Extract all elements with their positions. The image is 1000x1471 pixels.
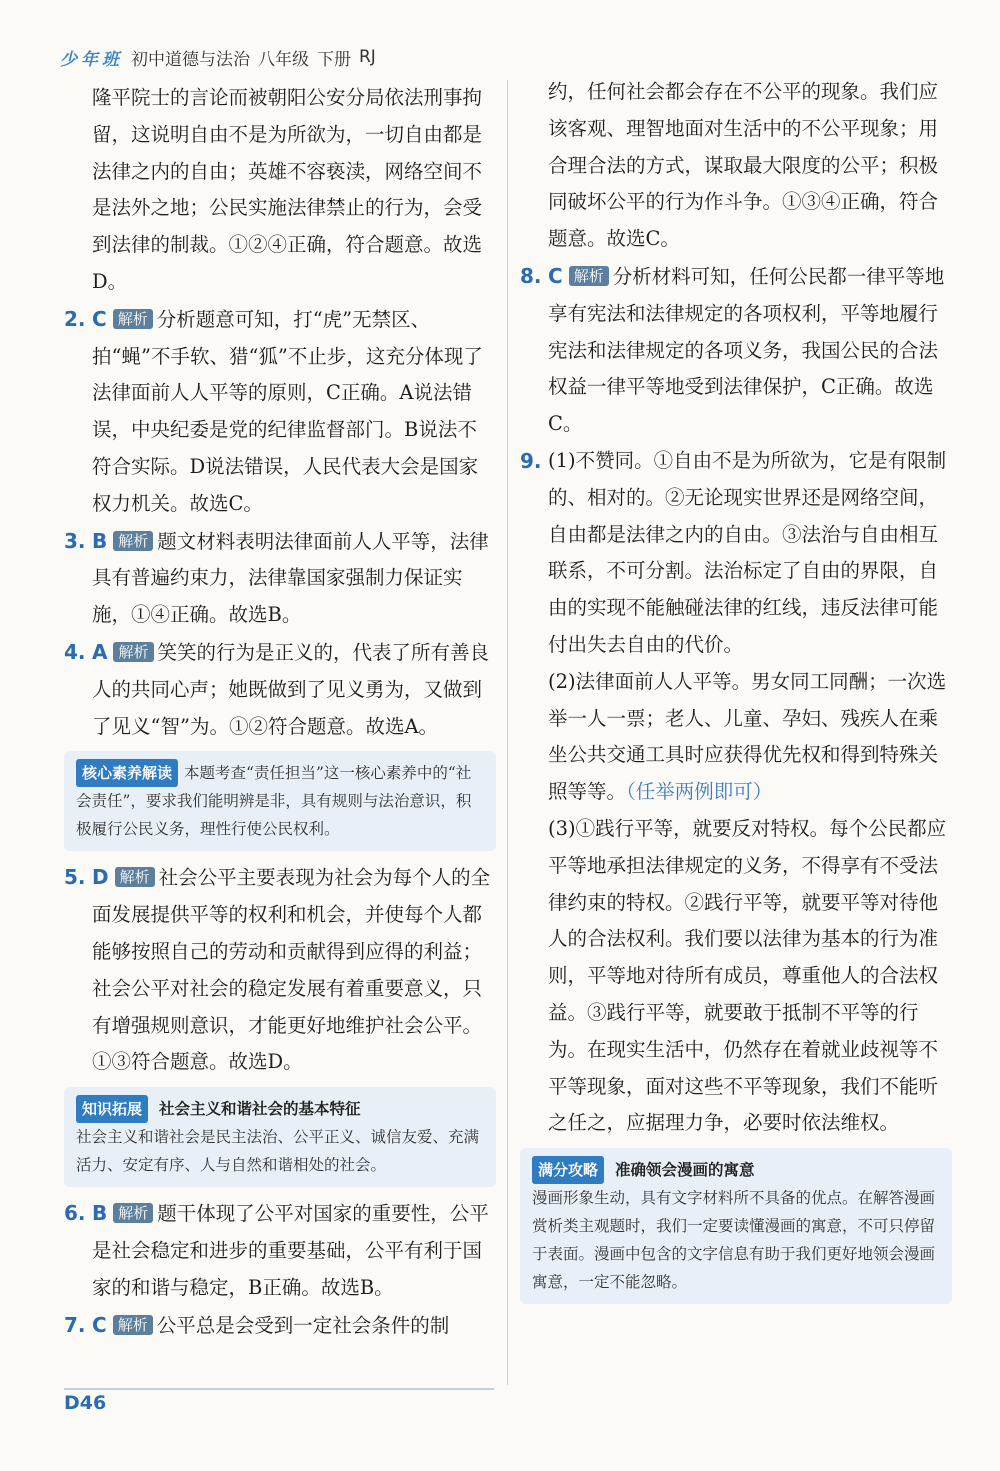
box-heading: 知识拓展 xyxy=(76,1095,148,1123)
box-heading: 核心素养解读 xyxy=(76,759,178,787)
answer-continuation: 约，任何社会都会存在不公平的现象。我们应该客观、理智地面对生活中的不公平现象；用合理合法的方式，谋取最大限度的公平；积极同破坏公平的行为作斗争。①③④正确，符合题意。故选C。 xyxy=(548,80,939,251)
brand-logo: 少年班 xyxy=(60,49,123,70)
box-heading: 满分攻略 xyxy=(532,1156,604,1184)
answer-5 xyxy=(64,859,496,1081)
analysis-tag: 解析 xyxy=(113,309,153,329)
answer-note: （任举两例即可） xyxy=(626,780,773,804)
header-subject: 初中道德与法治 xyxy=(131,49,250,70)
analysis-tag: 解析 xyxy=(113,531,153,551)
box-title: 社会主义和谐社会的基本特征 xyxy=(158,1100,361,1119)
answer-7 xyxy=(64,1307,496,1345)
analysis-tag: 解析 xyxy=(569,266,609,286)
knowledge-extension-box xyxy=(64,1087,496,1187)
answer-3 xyxy=(64,523,496,634)
answer-text: 分析材料可知，任何公民都一律平等地享有宪法和法律规定的各项权利，平等地履行宪法和法律规定的各项义务，我国公民的合法权益一律平等地受到法律保护，C正确。故选C。 xyxy=(548,264,945,436)
answer-number: 3. xyxy=(64,528,86,553)
answer-4 xyxy=(64,634,496,745)
answer-choice: A xyxy=(92,639,108,664)
analysis-tag: 解析 xyxy=(113,642,153,662)
left-column xyxy=(64,80,496,1344)
box-title: 准确领会漫画的寓意 xyxy=(614,1161,755,1180)
answer-part-2-text: (2)法律面前人人平等。男女同工同酬；一次选举一人一票；老人、儿童、孕妇、残疾人在乘坐公共交通工具时应获得优先权和得到特殊关照等等。 xyxy=(548,669,947,804)
analysis-tag: 解析 xyxy=(113,1203,153,1223)
header-term: 下册 xyxy=(317,49,351,70)
answer-choice: C xyxy=(92,306,107,331)
answer-part-1: (1)不赞同。①自由不是为所欲为，它是有限制的、相对的。②无论现实世界还是网络空间，自由都是法律之内的自由。③法治与自由相互联系，不可分割。法治标定了自由的界限，自由的实现不能触碰法律的红线，违反法律可能付出失去自由的代价。 xyxy=(548,448,947,656)
answer-choice: D xyxy=(92,865,109,890)
header-grade: 八年级 xyxy=(258,49,309,70)
answer-part-3: (3)①践行平等，就要反对特权。每个公民都应平等地承担法律规定的义务，不得享有不受法律约束的特权。②践行平等，就要平等对待他人的合法权利。我们要以法律为基本的行为准则，平等地对待所有成员，尊重他人的合法权益。③践行平等，就要敢于抵制不平等的行为。在现实生活中，仍然存在着就业歧视等不平等现象，面对这些不平等现象，我们不能听之任之，应据理力争，必要时依法维权。 xyxy=(548,816,947,1135)
answer-number: 7. xyxy=(64,1312,86,1337)
box-text: 社会主义和谐社会是民主法治、公平正义、诚信友爱、充满活力、安定有序、人与自然和谐相处的社会。 xyxy=(76,1128,480,1175)
answer-9 xyxy=(520,443,952,1142)
answer-number: 9. xyxy=(520,448,542,473)
answer-number: 4. xyxy=(64,639,86,664)
column-divider xyxy=(507,80,508,1385)
answer-text: 题干体现了公平对国家的重要性，公平是社会稳定和进步的重要基础，公平有利于国家的和谐与稳定，B正确。故选B。 xyxy=(92,1202,489,1299)
answer-8 xyxy=(520,258,952,443)
analysis-tag: 解析 xyxy=(113,1315,153,1335)
answer-text: 笑笑的行为是正义的，代表了所有善良人的共同心声；她既做到了见义勇为，又做到了见义“智”为。①②符合题意。故选A。 xyxy=(92,640,490,738)
header-edition: RJ xyxy=(359,47,376,67)
answer-number: 6. xyxy=(64,1201,86,1226)
footer-rule xyxy=(64,1388,494,1390)
core-literacy-box xyxy=(64,751,496,851)
answer-6 xyxy=(64,1195,496,1306)
answer-choice: C xyxy=(92,1312,107,1337)
answer-text: 题文材料表明法律面前人人平等，法律具有普遍约束力，法律靠国家强制力保证实施，①④正确。故选B。 xyxy=(92,529,489,627)
strategy-box xyxy=(520,1148,952,1304)
answer-choice: C xyxy=(548,263,563,288)
answer-text: 分析题意可知，打“虎”无禁区、拍“蝇”不手软、猎“狐”不止步，这充分体现了法律面前人人平等的原则，C正确。A说法错误，中央纪委是党的纪律监督部门。B说法不符合实际。D说法错误，人民代表大会是国家权力机关。故选C。 xyxy=(92,307,483,515)
page-header xyxy=(60,40,376,74)
answer-number: 5. xyxy=(64,865,86,890)
right-column xyxy=(520,74,952,1312)
answer-continuation: 隆平院士的言论而被朝阳公安分局依法刑事拘留，这说明自由不是为所欲为，一切自由都是法律之内的自由；英雄不容亵渎，网络空间不是法外之地；公民实施法律禁止的行为，会受到法律的制裁。①②④正确，符合题意。故选D。 xyxy=(92,86,483,293)
analysis-tag: 解析 xyxy=(115,867,155,887)
answer-number: 2. xyxy=(64,306,86,331)
answer-choice: B xyxy=(92,528,108,553)
box-text: 漫画形象生动，具有文字材料所不具备的优点。在解答漫画赏析类主观题时，我们一定要读懂漫画的寓意，不可只停留于表面。漫画中包含的文字信息有助于我们更好地领会漫画寓意，一定不能忽略。 xyxy=(532,1189,936,1292)
answer-number: 8. xyxy=(520,263,542,288)
answer-part-2 xyxy=(548,664,952,811)
answer-text: 社会公平主要表现为社会为每个人的全面发展提供平等的权利和机会，并使每个人都能够按照自己的劳动和贡献得到应得的利益；社会公平对社会的稳定发展有着重要意义，只有增强规则意识，才能更好地维护社会公平。①③符合题意。故选D。 xyxy=(92,866,491,1074)
answer-2 xyxy=(64,301,496,523)
box-text: 本题考查“责任担当”这一核心素养中的“社会责任”，要求我们能明辨是非，具有规则与法治意识，积极履行公民义务，理性行使公民权利。 xyxy=(76,764,472,839)
answer-text: 公平总是会受到一定社会条件的制 xyxy=(156,1313,450,1337)
answer-choice: B xyxy=(92,1201,108,1226)
page-number: D46 xyxy=(64,1392,107,1414)
